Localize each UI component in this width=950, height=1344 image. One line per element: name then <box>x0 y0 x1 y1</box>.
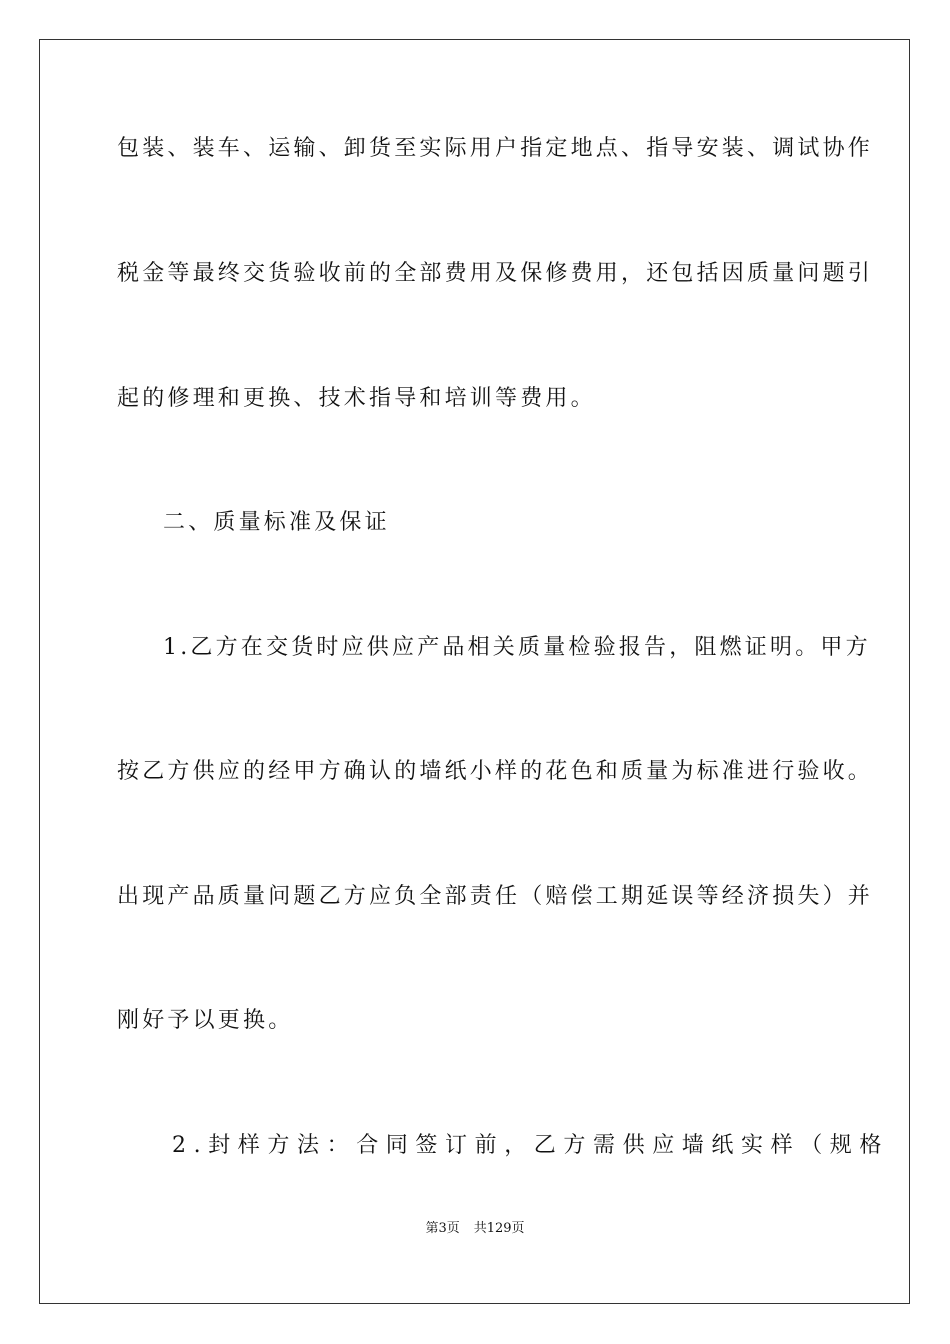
text-line-6: 按乙方供应的经甲方确认的墙纸小样的花色和质量为标准进行验收。 <box>117 759 874 784</box>
page-total: 共129页 <box>473 1221 525 1236</box>
text-line-8: 刚好予以更换。 <box>117 1008 294 1033</box>
text-line-9: 2.封样方法：合同签订前，乙方需供应墙纸实样（规格 <box>172 1133 889 1158</box>
page-footer <box>0 1220 950 1238</box>
text-line-1: 包装、装车、运输、卸货至实际用户指定地点、指导安装、调试协作 <box>117 136 874 161</box>
text-line-2: 税金等最终交货验收前的全部费用及保修费用，还包括因质量问题引 <box>117 261 874 286</box>
text-line-3: 起的修理和更换、技术指导和培训等费用。 <box>117 386 596 411</box>
section-heading: 二、质量标准及保证 <box>163 510 390 535</box>
text-line-5: 1.乙方在交货时应供应产品相关质量检验报告，阻燃证明。甲方 <box>163 635 871 660</box>
page-border <box>39 39 910 1304</box>
text-line-7: 出现产品质量问题乙方应负全部责任（赔偿工期延误等经济损失）并 <box>117 884 874 909</box>
page-number: 第3页 <box>425 1221 460 1236</box>
